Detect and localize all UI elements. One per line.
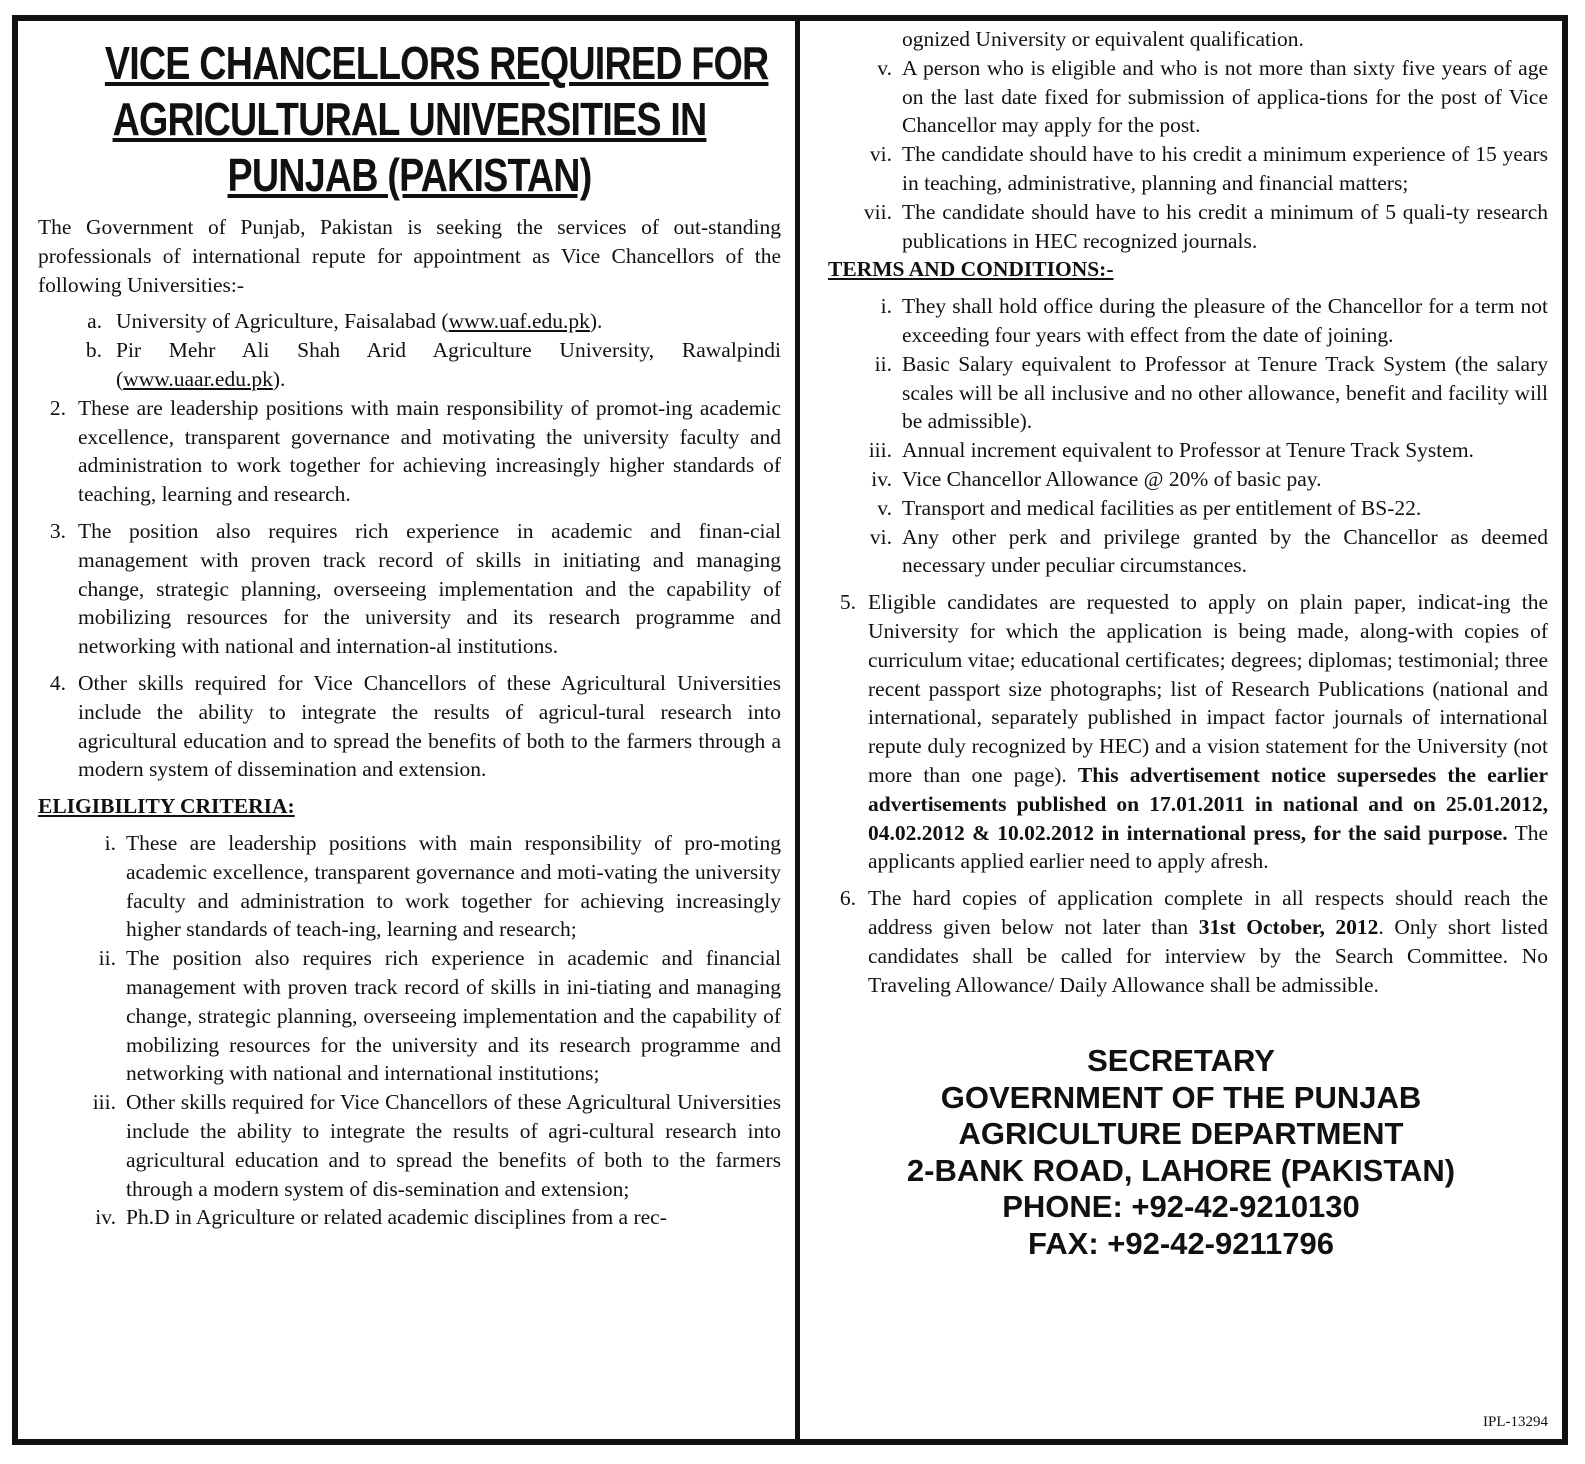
interview-note: . Only short listed candidates shall be called for interview by the Search Committee. No Traveling Allowance/ Daily Allowance shall be admissible.	[868, 914, 1548, 997]
eligibility-item	[38, 944, 781, 1088]
list-marker: iii.	[868, 438, 892, 463]
item-text: Annual increment equivalent to Professor at Tenure Track System.	[902, 438, 1474, 463]
terms-item	[814, 465, 1548, 494]
item-text: Basic Salary equivalent to Professor at Tenure Track System (the salary scales will be all inclusive and no other allowance, benefit and facility will be admissible).	[902, 351, 1548, 434]
headline	[104, 35, 769, 203]
deadline-date: 31st October, 2012	[1198, 914, 1379, 939]
numbered-point	[38, 669, 781, 784]
terms-heading: TERMS AND CONDITIONS:-	[828, 257, 1114, 282]
headline-line-3: PUNJAB (PAKISTAN)	[227, 149, 592, 201]
reference-code: IPL-13294	[1483, 1414, 1548, 1430]
signatory-phone: PHONE: +92-42-9210130	[1002, 1189, 1360, 1225]
list-marker: vii.	[863, 199, 892, 224]
list-marker: 2.	[49, 395, 66, 420]
item-text: These are leadership positions with main responsibility of pro-moting academic excellence, transparent governance and moti-vating the university faculty and administration to work together for achieving increasingly higher standards of teach-ing, learning and research;	[126, 830, 781, 942]
item-text: Vice Chancellor Allowance @ 20% of basic pay.	[902, 466, 1322, 491]
right-column	[800, 21, 1562, 1439]
signatory-address: 2-BANK ROAD, LAHORE (PAKISTAN)	[906, 1152, 1456, 1188]
numbered-point	[38, 517, 781, 661]
university-name: University of Agriculture, Faisalabad (	[116, 309, 449, 334]
list-marker	[814, 25, 902, 54]
list-marker: v.	[877, 55, 892, 80]
signatory-dept: AGRICULTURE DEPARTMENT	[958, 1116, 1404, 1152]
terms-item	[814, 436, 1548, 465]
signature-block	[814, 1043, 1548, 1262]
list-marker: a.	[87, 309, 102, 334]
university-link[interactable]: www.uaf.edu.pk	[448, 309, 590, 334]
item-text: The candidate should have to his credit a minimum experience of 15 years in teaching, administrative, planning and financial matters;	[902, 142, 1548, 195]
item-text: Transport and medical facilities as per entitlement of BS-22.	[902, 495, 1422, 520]
item-text: Any other perk and privilege granted by the Chancellor as deemed necessary under peculiar circumstances.	[902, 524, 1548, 578]
item-text: Ph.D in Agriculture or related academic disciplines from a rec-	[126, 1205, 667, 1230]
eligibility-item	[38, 829, 781, 944]
headline-line-1: VICE CHANCELLORS REQUIRED FOR	[104, 37, 769, 89]
list-marker: b.	[85, 338, 102, 363]
eligibility-heading: ELIGIBILITY CRITERIA:	[38, 794, 295, 819]
supersede-notice: This advertisement notice supersedes the earlier advertisements published on 17.01.2011 in national and on 25.01.2012, 04.02.2012 & 10.02.2012 in international press, for the said purpose.	[868, 762, 1549, 845]
list-marker: v.	[877, 495, 892, 520]
eligibility-item	[814, 198, 1548, 256]
submission-text: The hard copies of application complete in all respects should reach the address given below not later than	[868, 886, 1548, 939]
list-marker: i.	[880, 294, 892, 319]
signatory-title: SECRETARY	[1087, 1043, 1275, 1079]
list-marker: vi.	[869, 142, 892, 167]
item-text: ognized University or equivalent qualification.	[902, 27, 1304, 51]
eligibility-item-continued	[814, 25, 1548, 54]
item-text: The candidate should have to his credit a minimum of 5 quali-ty research publications in HEC recognized journals.	[902, 199, 1548, 253]
numbered-point-6	[814, 884, 1548, 999]
headline-line-2: AGRICULTURAL UNIVERSITIES IN	[112, 93, 707, 145]
reapply-note: The applicants applied earlier need to apply afresh.	[868, 820, 1548, 874]
point-text: Other skills required for Vice Chancellors of these Agricultural Universities include the ability to integrate the results of agricul-tural research into agricultural education and to spread the benefits of both to the farmers through a modern system of dissemination and extension.	[78, 670, 781, 782]
punctuation: ).	[589, 309, 603, 334]
advertisement-frame	[12, 15, 1568, 1445]
application-instructions: Eligible candidates are requested to apply on plain paper, indicat-ing the University for which the application is being made, along-with copies of curriculum vitae; educational certificates; degrees; diplomas; testimonial; three recent passport size photographs; list of Research Publications (national and international, separately published in impact factor journals of international repute duly recognized by HEC) and a vision statement for the University (not more than one page).	[868, 590, 1548, 787]
point-text	[868, 588, 1548, 876]
list-marker: 4.	[49, 670, 66, 695]
list-marker: iii.	[92, 1090, 116, 1115]
university-name: Pir Mehr Ali Shah Arid Agriculture University, Rawalpindi (	[116, 338, 781, 391]
numbered-point-5	[814, 588, 1548, 876]
terms-item	[814, 494, 1548, 523]
list-marker: ii.	[98, 946, 116, 971]
point-text: The position also requires rich experience in academic and finan-cial management with proven track record of skills in initiating and managing change, strategic planning, overseeing implementation and the capability of mobilizing resources for the university and its research programme and networking with national and internation-al institutions.	[78, 518, 781, 659]
signatory-fax: FAX: +92-42-9211796	[1028, 1225, 1334, 1261]
point-text: These are leadership positions with main responsibility of promot-ing academic excellence, transparent governance and motivating the university faculty and administration to work together for achieving increasingly higher standards of teaching, learning and research.	[78, 395, 781, 507]
university-item	[38, 336, 781, 394]
item-text: A person who is eligible and who is not more than sixty five years of age on the last date fixed for submission of applica-tions for the post of Vice Chancellor may apply for the post.	[902, 55, 1548, 138]
item-text: Other skills required for Vice Chancellors of these Agricultural Universities include the ability to integrate the results of agri-cultural research into agricultural education and to spread the benefits of both to the farmers through a modern system of dis-semination and extension;	[126, 1090, 781, 1201]
punctuation: ).	[272, 366, 286, 391]
item-text: The position also requires rich experience in academic and financial management with proven track record of skills in ini-tiating and managing change, strategic planning, overseeing implementation and the capability of mobilizing resources for the university and its research programme and networking with national and international institutions;	[126, 946, 781, 1086]
list-marker: ii.	[874, 351, 892, 376]
eligibility-item	[814, 54, 1548, 140]
terms-item	[814, 350, 1548, 436]
list-marker: iv.	[95, 1205, 116, 1230]
point-text	[868, 884, 1548, 999]
list-marker: 6.	[839, 886, 856, 911]
item-text: They shall hold office during the pleasure of the Chancellor for a term not exceeding four years with effect from the date of joining.	[902, 294, 1548, 347]
eligibility-item	[38, 1088, 781, 1203]
numbered-point	[38, 394, 781, 509]
list-marker: vi.	[869, 524, 892, 549]
intro-paragraph: The Government of Punjab, Pakistan is seeking the services of out-standing professionals of international repute for appointment as Vice Chancellors of the following Universities:-	[38, 215, 781, 297]
list-marker: 5.	[839, 590, 856, 615]
list-marker: iv.	[871, 466, 892, 491]
list-marker: i.	[104, 830, 116, 855]
eligibility-item	[814, 140, 1548, 198]
terms-item	[814, 292, 1548, 350]
university-link[interactable]: www.uaar.edu.pk	[123, 366, 273, 391]
terms-item	[814, 523, 1548, 581]
list-marker: 3.	[49, 518, 66, 543]
university-item	[38, 307, 781, 336]
signatory-org: GOVERNMENT OF THE PUNJAB	[940, 1079, 1422, 1115]
left-column	[18, 21, 795, 1439]
eligibility-item	[38, 1203, 781, 1232]
